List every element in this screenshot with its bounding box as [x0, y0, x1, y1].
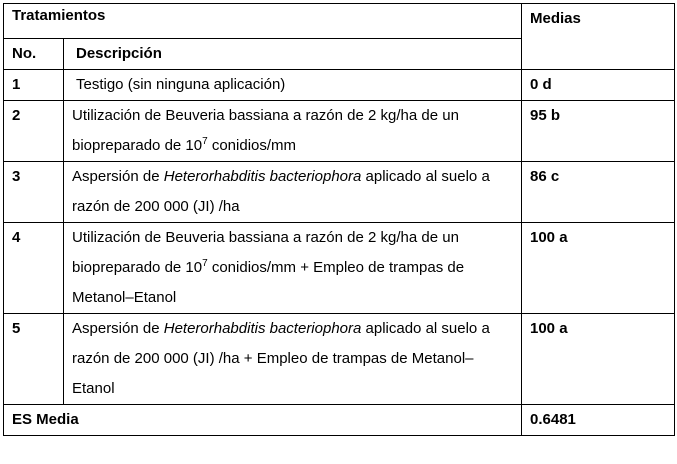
descripcion-text: Testigo (sin ninguna aplicación): [76, 76, 286, 93]
header-descripcion: [64, 39, 522, 70]
table-row: [4, 162, 675, 223]
header-tratamientos-text: Tratamientos: [12, 7, 106, 24]
cell-es-label: ES Media: [4, 405, 522, 436]
header-descripcion-text: Descripción: [76, 45, 162, 62]
species-name: Heterorhabditis bacteriophora: [163, 168, 362, 185]
header-row-group: [4, 4, 675, 39]
header-tratamientos: [4, 4, 522, 39]
cell-media: 100 a: [522, 314, 675, 405]
descripcion-text: Aspersión de: [72, 320, 164, 337]
descripcion-text-cont: aplicado al suelo a razón de 200 000 (JI) /ha: [72, 168, 490, 215]
cell-media: 0 d: [522, 70, 675, 101]
table-row: [4, 101, 675, 162]
table-row: [4, 314, 675, 405]
cell-no: 4: [4, 223, 64, 314]
descripcion-text: Utilización de Beuveria bassiana a razón de 2 kg/ha de un biopreparado de 10: [72, 107, 459, 154]
summary-row: [4, 405, 675, 436]
table-row: [4, 223, 675, 314]
cell-no: 3: [4, 162, 64, 223]
cell-descripcion: [64, 70, 522, 101]
cell-descripcion: [64, 101, 522, 162]
cell-no: 1: [4, 70, 64, 101]
header-no: No.: [4, 39, 64, 70]
header-medias: Medias: [522, 4, 675, 70]
cell-descripcion: [64, 314, 522, 405]
cell-media: 95 b: [522, 101, 675, 162]
descripcion-text-cont: aplicado al suelo a razón de 200 000 (JI) /ha + Empleo de trampas de Metanol–Etanol: [72, 320, 490, 397]
exponent: 7: [202, 258, 208, 269]
table-row: [4, 70, 675, 101]
descripcion-text-cont: conidios/mm: [207, 137, 297, 154]
species-name: Heterorhabditis bacteriophora: [163, 320, 362, 337]
cell-no: 2: [4, 101, 64, 162]
cell-no: 5: [4, 314, 64, 405]
descripcion-text: Utilización de Beuveria bassiana a razón de 2 kg/ha de un biopreparado de 10: [72, 229, 459, 276]
cell-es-value: 0.6481: [522, 405, 675, 436]
results-table: [3, 3, 675, 436]
cell-descripcion: [64, 223, 522, 314]
descripcion-text-cont: conidios/mm + Empleo de trampas de Metanol–Etanol: [72, 259, 465, 306]
cell-media: 86 c: [522, 162, 675, 223]
cell-media: 100 a: [522, 223, 675, 314]
descripcion-text: Aspersión de: [72, 168, 164, 185]
cell-descripcion: [64, 162, 522, 223]
exponent: 7: [202, 136, 208, 147]
